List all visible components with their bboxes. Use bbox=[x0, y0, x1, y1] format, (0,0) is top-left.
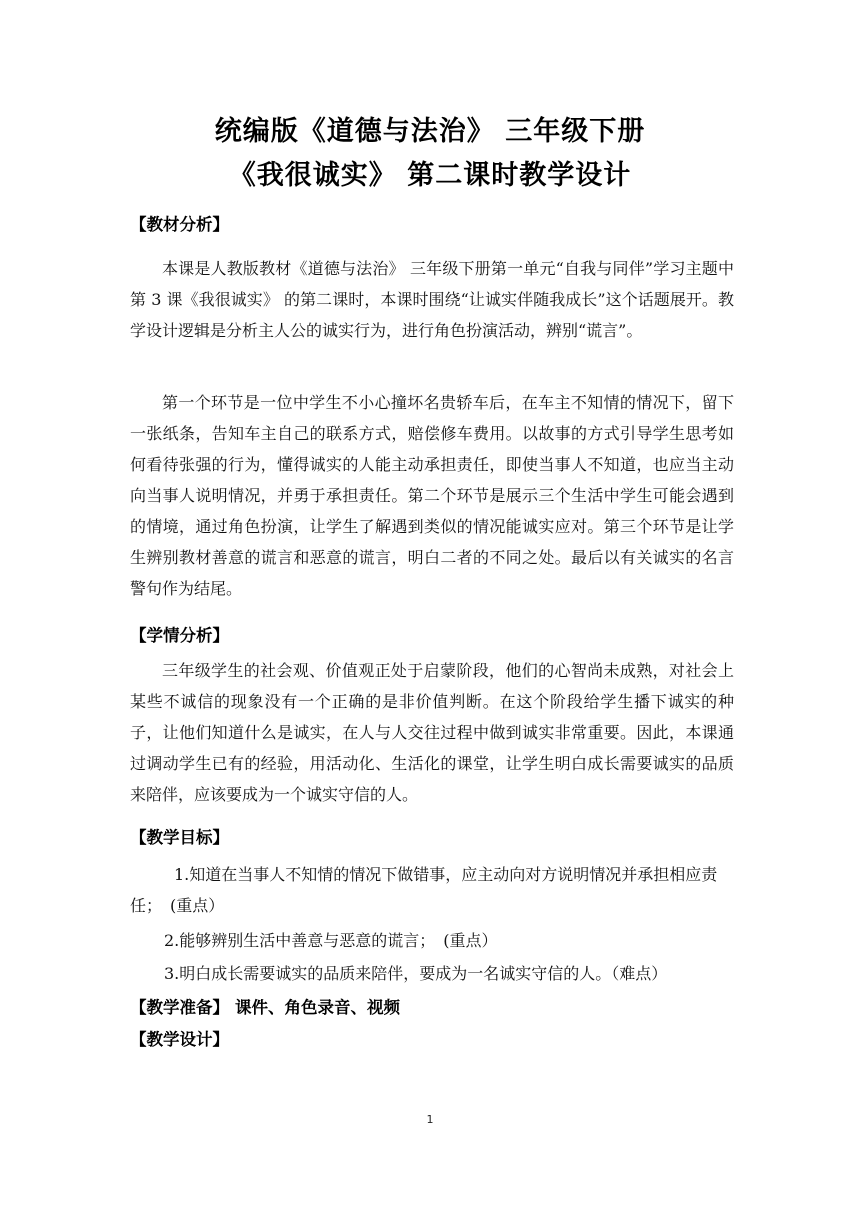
document-title-line-2: 《我很诚实》 第二课时教学设计 bbox=[228, 160, 632, 191]
paragraph-textbook-analysis-1: 本课是人教版教材《道德与法治》 三年级下册第一单元“自我与同伴”学习主题中第 3 课《我很诚实》 的第二课时，本课时围绕“让诚实伴随我成长”这个话题展开。教学设计逻辑是分析主人公的诚实行为，进行角色扮演活动，辨别“谎言”。 bbox=[130, 259, 734, 340]
goal-item-1: 1.知道在当事人不知情的情况下做错事，应主动向对方说明情况并承担相应责任； (重点） bbox=[130, 865, 718, 915]
goal-item-3: 3.明白成长需要诚实的品质来陪伴，要成为一名诚实守信的人。（难点） bbox=[164, 964, 668, 983]
heading-teaching-goals: 【教学目标】 bbox=[130, 828, 229, 847]
heading-teaching-preparation bbox=[130, 996, 400, 1020]
preparation-content: 课件、角色录音、视频 bbox=[235, 998, 400, 1017]
document-title-line-1: 统编版《道德与法治》 三年级下册 bbox=[214, 116, 646, 147]
goal-item-2: 2.能够辨别生活中善意与恶意的谎言； (重点） bbox=[164, 931, 498, 950]
paragraph-student-analysis: 三年级学生的社会观、价值观正处于启蒙阶段，他们的心智尚未成熟，对社会上某些不诚信的现象没有一个正确的是非价值判断。在这个阶段给学生播下诚实的种子，让他们知道什么是诚实，在人与人交往过程中做到诚实非常重要。因此，本课通过调动学生已有的经验，用活动化、生活化的课堂，让学生明白成长需要诚实的品质来陪伴，应该要成为一个诚实守信的人。 bbox=[130, 661, 734, 804]
paragraph-textbook-analysis-2: 第一个环节是一位中学生不小心撞坏名贵轿车后，在车主不知情的情况下，留下一张纸条，告知车主自己的联系方式，赔偿修车费用。以故事的方式引导学生思考如何看待张强的行为，懂得诚实的人能主动承担责任，即使当事人不知道，也应当主动向当事人说明情况，并勇于承担责任。第二个环节是展示三个生活中学生可能会遇到的情境，通过角色扮演，让学生了解遇到类似的情况能诚实应对。第三个环节是让学生辨别教材善意的谎言和恶意的谎言，明白二者的不同之处。最后以有关诚实的名言警句作为结尾。 bbox=[130, 393, 734, 598]
heading-teaching-design: 【教学设计】 bbox=[130, 1030, 229, 1049]
page-number: 1 bbox=[426, 1113, 434, 1126]
preparation-heading-label: 【教学准备】 bbox=[130, 998, 229, 1017]
heading-textbook-analysis: 【教材分析】 bbox=[130, 215, 229, 234]
heading-student-analysis: 【学情分析】 bbox=[130, 626, 229, 645]
